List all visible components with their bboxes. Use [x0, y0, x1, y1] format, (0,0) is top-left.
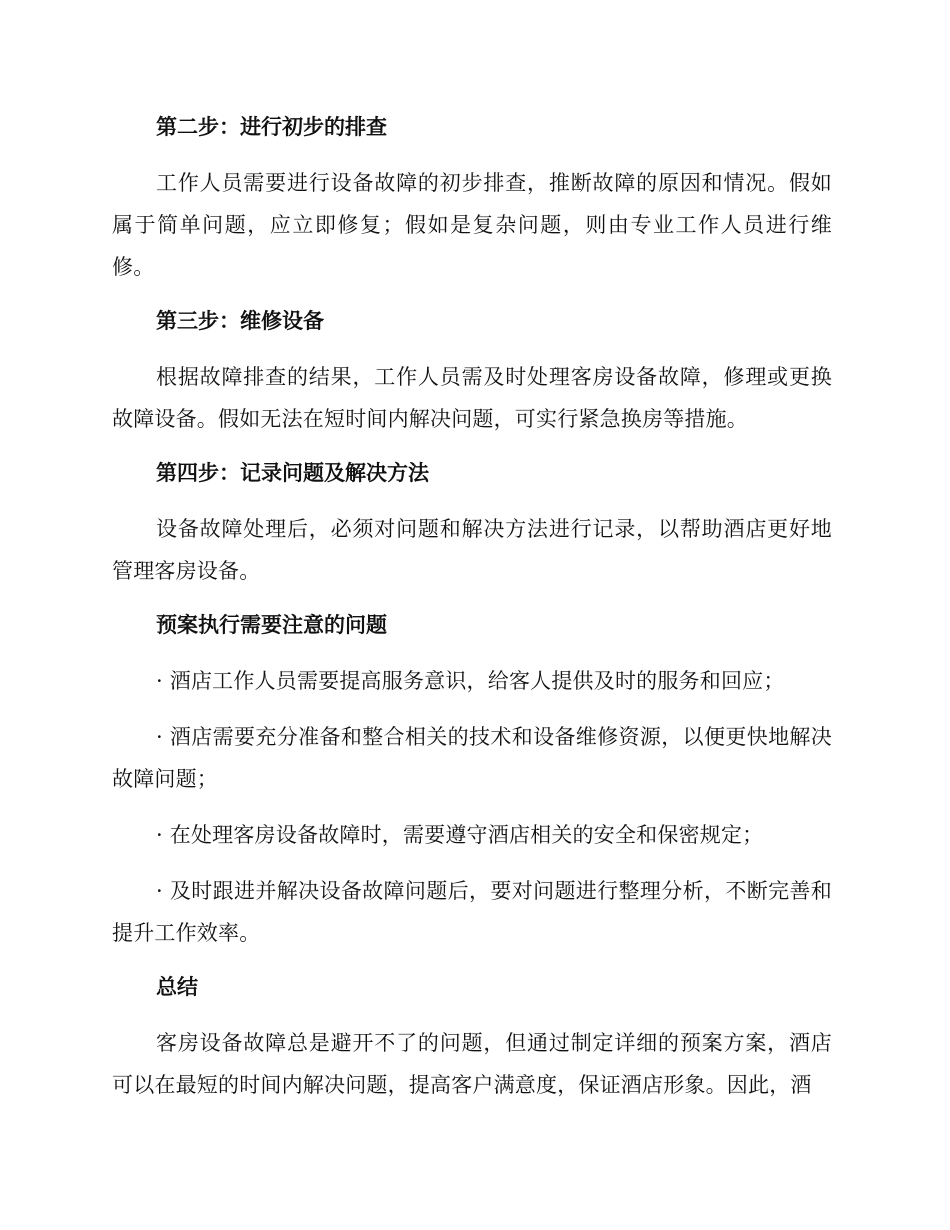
step4-paragraph: 设备故障处理后，必须对问题和解决方法进行记录，以帮助酒店更好地管理客房设备。: [112, 517, 832, 583]
note-item-3: · 在处理客房设备故障时，需要遵守酒店相关的安全和保密规定；: [156, 823, 764, 847]
step3-paragraph: 根据故障排查的结果，工作人员需及时处理客房设备故障，修理或更换故障设备。假如无法在短时间内解决问题，可实行紧急换房等措施。: [112, 365, 832, 431]
note-item-1: · 酒店工作人员需要提高服务意识，给客人提供及时的服务和回应；: [156, 669, 785, 693]
step3-heading: 第三步：维修设备: [156, 309, 324, 333]
note-item-4: · 及时跟进并解决设备故障问题后，要对问题进行整理分析，不断完善和提升工作效率。: [112, 879, 832, 945]
step2-paragraph: 工作人员需要进行设备故障的初步排查，推断故障的原因和情况。假如属于简单问题，应立即修复；假如是复杂问题，则由专业工作人员进行维修。: [112, 171, 832, 279]
notes-heading: 预案执行需要注意的问题: [156, 613, 387, 637]
step2-heading: 第二步：进行初步的排查: [156, 115, 387, 139]
summary-paragraph: 客房设备故障总是避开不了的问题，但通过制定详细的预案方案，酒店可以在最短的时间内解决问题，提高客户满意度，保证酒店形象。因此，酒: [112, 1031, 832, 1097]
summary-heading: 总结: [156, 975, 198, 999]
document-body: [112, 108, 832, 1106]
note-item-2: · 酒店需要充分准备和整合相关的技术和设备维修资源，以便更快地解决故障问题；: [112, 725, 832, 791]
step4-heading: 第四步：记录问题及解决方法: [156, 461, 429, 485]
